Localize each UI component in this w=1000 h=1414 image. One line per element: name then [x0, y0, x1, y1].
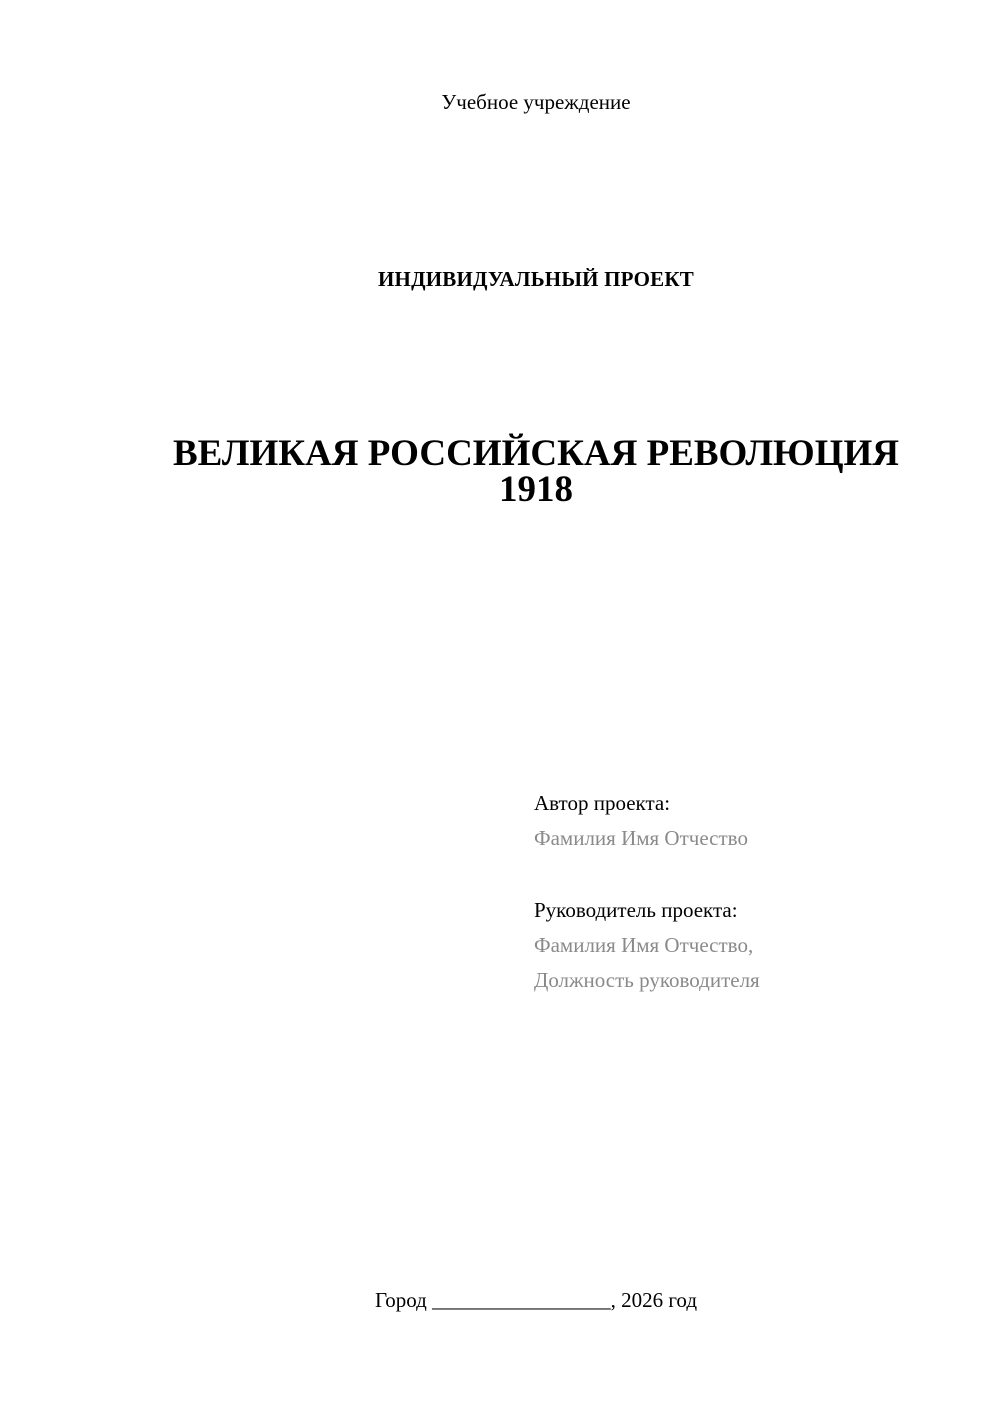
- supervisor-label: Руководитель проекта:: [534, 898, 738, 922]
- author-name: Фамилия Имя Отчество: [534, 826, 748, 850]
- supervisor-name: Фамилия Имя Отчество,: [534, 933, 754, 957]
- supervisor-block: [534, 893, 760, 998]
- title-line-2: 1918: [499, 469, 573, 510]
- project-type-heading: ИНДИВИДУАЛЬНЫЙ ПРОЕКТ: [378, 267, 694, 291]
- project-title: [0, 433, 1000, 510]
- author-block: [534, 786, 748, 856]
- city-year-line: Город _________________, 2026 год: [374, 1288, 698, 1312]
- supervisor-position: Должность руководителя: [534, 968, 760, 992]
- institution-name: Учебное учреждение: [441, 90, 631, 114]
- title-line-1: ВЕЛИКАЯ РОССИЙСКАЯ РЕВОЛЮЦИЯ: [173, 433, 899, 474]
- author-label: Автор проекта:: [534, 791, 671, 815]
